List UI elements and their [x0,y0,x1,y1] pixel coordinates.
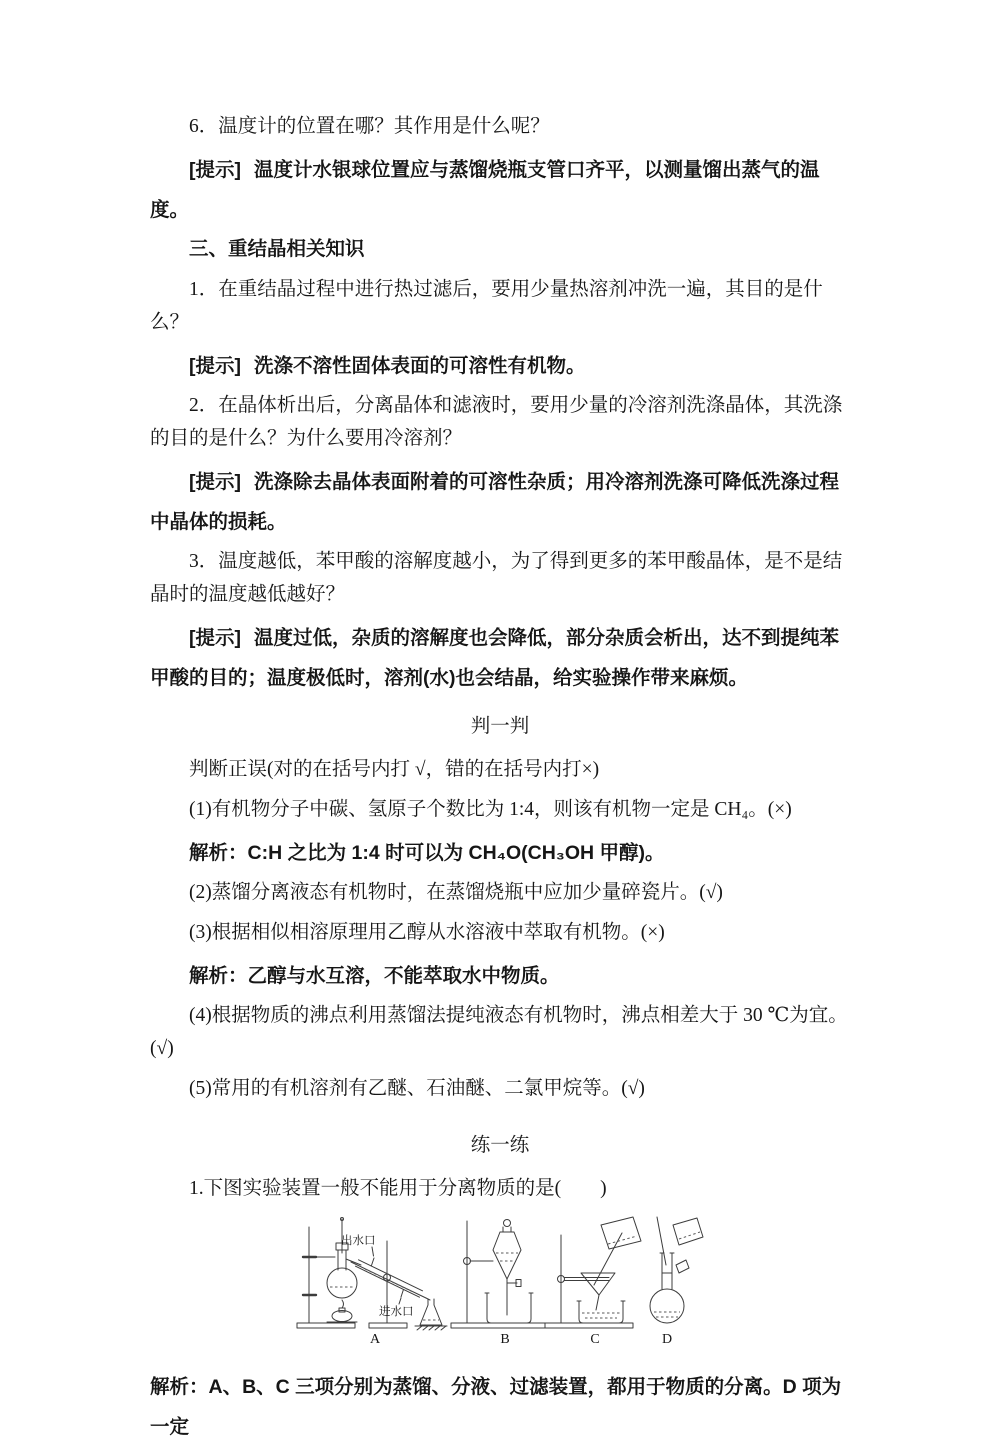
judge-item-3-analysis: 解析：乙醇与水互溶，不能萃取水中物质。 [189,965,560,987]
hint-q2 [150,462,850,542]
hint-text: 洗涤除去晶体表面附着的可溶性杂质；用冷溶剂洗涤可降低洗涤过程中晶体的损耗。 [150,471,840,533]
question-2: 2．在晶体析出后，分离晶体和滤液时，要用少量的冷溶剂洗涤晶体，其洗涤的目的是什么？为什么要用冷溶剂？ [150,395,843,449]
lab-apparatus-diagram [295,1213,705,1347]
erlenmeyer-flask-icon [415,1298,447,1330]
separating-funnel-icon [493,1220,521,1316]
apparatus-D-volumetric-flask [650,1217,703,1347]
receiving-beaker-icon [577,1301,625,1323]
judge-item-3: (3)根据相似相溶原理用乙醇从水溶液中萃取有机物。(×) [189,922,665,943]
hint-label: [提示] [189,355,241,377]
judge-section-title: 判一判 [470,716,530,737]
question-1: 1．在重结晶过程中进行热过滤后，要用少量热溶剂冲洗一遍，其目的是什么？ [150,279,823,333]
distillation-flask-icon [327,1268,357,1298]
judge-item-1: (1)有机物分子中碳、氢原子个数比为 1:4，则该有机物一定是 CH₄。(×) [189,799,792,820]
hint-label: [提示] [189,627,241,649]
alcohol-lamp-icon [327,1300,357,1322]
apparatus-label-C: C [590,1332,600,1347]
water-inlet-label: 进水口 [379,1306,414,1318]
hint-label: [提示] [189,159,241,181]
hint-q6 [150,150,850,230]
judge-item-5: (5)常用的有机溶剂有乙醚、石油醚、二氯甲烷等。(√) [189,1078,645,1099]
judge-item-2: (2)蒸馏分离液态有机物时，在蒸馏烧瓶中应加少量碎瓷片。(√) [189,882,723,903]
apparatus-C-filtration [545,1217,641,1347]
apparatus-label-D: D [661,1332,673,1347]
judge-intro: 判断正误(对的在括号内打 √，错的在括号内打×) [189,759,600,780]
beaker-icon [485,1293,533,1323]
condenser-icon [351,1258,426,1298]
judge-item-4: (4)根据物质的沸点利用蒸馏法提纯液态有机物时，沸点相差大于 30 ℃为宜。(√) [150,1005,848,1059]
stopper-icon [676,1260,689,1273]
practice-analysis: 解析：A、B、C 三项分别为蒸馏、分液、过滤装置，都用于物质的分离。D 项为一定 [150,1376,842,1438]
hint-text: 温度过低，杂质的溶解度也会降低，部分杂质会析出，达不到提纯苯甲酸的目的；温度极低时，溶剂(水)也会结晶，给实验操作带来麻烦。 [150,627,840,689]
practice-section-title: 练一练 [470,1135,530,1156]
apparatus-A-distillation [297,1218,447,1348]
water-outlet-label: 出水口 [341,1235,376,1247]
pouring-beaker-icon [673,1218,703,1245]
judge-item-1-analysis: 解析：C:H 之比为 1:4 时可以为 CH₄O(CH₃OH 甲醇)。 [189,842,665,864]
question-3: 3．温度越低，苯甲酸的溶解度越小，为了得到更多的苯甲酸晶体，是不是结晶时的温度越低越好？ [150,551,843,605]
apparatus-figure [150,1213,850,1353]
hint-text: 温度计水银球位置应与蒸馏烧瓶支管口齐平，以测量馏出蒸气的温度。 [150,159,820,221]
hint-label: [提示] [189,471,241,493]
hint-text: 洗涤不溶性固体表面的可溶性有机物。 [254,355,586,377]
pouring-beaker-icon [601,1217,641,1249]
question-6: 6．温度计的位置在哪？其作用是什么呢？ [189,116,550,137]
apparatus-label-B: B [500,1332,510,1347]
apparatus-B-separating-funnel [451,1220,545,1348]
practice-question-1: 1.下图实验装置一般不能用于分离物质的是( ) [189,1178,607,1199]
section-heading: 三、重结晶相关知识 [189,238,365,260]
apparatus-label-A: A [369,1332,381,1347]
hint-q3 [150,618,850,698]
hint-q1 [150,346,850,386]
